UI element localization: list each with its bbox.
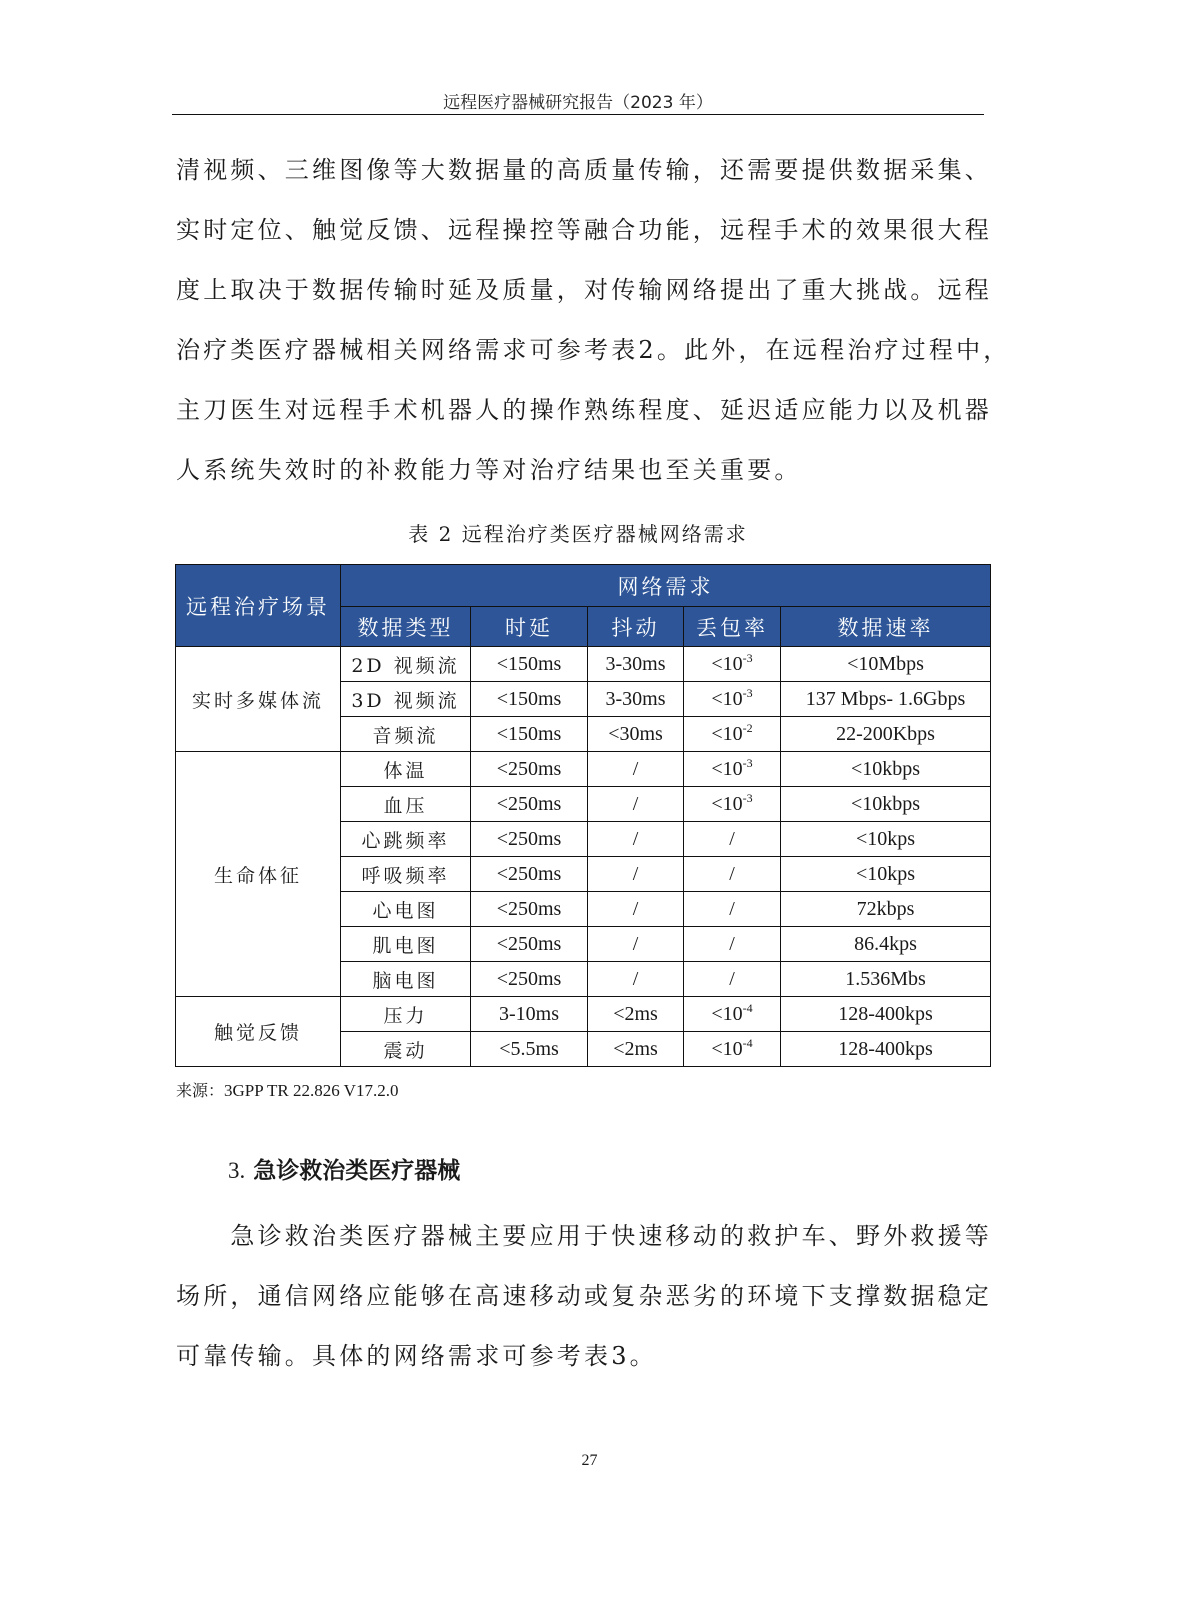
paragraph-line: 清视频、三维图像等大数据量的高质量传输，还需要提供数据采集、 bbox=[176, 156, 992, 184]
packet-loss-base: / bbox=[729, 967, 735, 990]
packet-loss-cell bbox=[684, 857, 781, 892]
data-rate-cell: 128-400kps bbox=[781, 997, 991, 1032]
data-rate-cell: 22-200Kbps bbox=[781, 717, 991, 752]
data-rate-cell: <10Mbps bbox=[781, 647, 991, 682]
packet-loss-base: <10 bbox=[711, 722, 743, 745]
packet-loss-exponent: -3 bbox=[742, 650, 753, 665]
data-type-cell: 脑电图 bbox=[341, 962, 471, 997]
packet-loss-cell bbox=[684, 647, 781, 682]
header-network-group: 网络需求 bbox=[341, 565, 991, 607]
packet-loss-cell bbox=[684, 717, 781, 752]
jitter-cell: / bbox=[588, 927, 684, 962]
packet-loss-exponent: -2 bbox=[742, 720, 753, 735]
data-rate-cell: <10kps bbox=[781, 822, 991, 857]
data-rate-cell: 72kbps bbox=[781, 892, 991, 927]
packet-loss-base: <10 bbox=[711, 792, 743, 815]
network-requirements-table bbox=[175, 564, 991, 1067]
data-type-cell: 压力 bbox=[341, 997, 471, 1032]
paragraph-line: 度上取决于数据传输时延及质量，对传输网络提出了重大挑战。远程 bbox=[176, 276, 992, 304]
packet-loss-base: <10 bbox=[711, 687, 743, 710]
packet-loss-exponent: -3 bbox=[742, 685, 753, 700]
section-number: 3. bbox=[228, 1158, 246, 1183]
data-type-cell: 肌电图 bbox=[341, 927, 471, 962]
data-type-cell: 3D 视频流 bbox=[341, 682, 471, 717]
latency-cell: <250ms bbox=[471, 892, 588, 927]
data-rate-cell: 1.536Mbs bbox=[781, 962, 991, 997]
latency-cell: <250ms bbox=[471, 962, 588, 997]
latency-cell: <5.5ms bbox=[471, 1032, 588, 1067]
latency-cell: <250ms bbox=[471, 752, 588, 787]
section-title: 急诊救治类医疗器械 bbox=[253, 1158, 461, 1184]
scene-cell: 生命体征 bbox=[176, 752, 341, 997]
latency-cell: <250ms bbox=[471, 927, 588, 962]
paragraph-line: 实时定位、触觉反馈、远程操控等融合功能，远程手术的效果很大程 bbox=[176, 216, 992, 244]
paragraph-line: 治疗类医疗器械相关网络需求可参考表2。此外，在远程治疗过程中， bbox=[176, 336, 1011, 364]
table-row bbox=[176, 997, 991, 1032]
packet-loss-base: / bbox=[729, 932, 735, 955]
latency-cell: 3-10ms bbox=[471, 997, 588, 1032]
intro-paragraph bbox=[176, 140, 1011, 500]
table-body bbox=[176, 647, 991, 1067]
page-number: 27 bbox=[581, 1452, 598, 1469]
table-row bbox=[176, 647, 991, 682]
data-rate-cell: 86.4kps bbox=[781, 927, 991, 962]
paragraph-line: 急诊救治类医疗器械主要应用于快速移动的救护车、野外救援等 bbox=[176, 1222, 992, 1250]
packet-loss-cell bbox=[684, 787, 781, 822]
paragraph-line: 人系统失效时的补救能力等对治疗结果也至关重要。 bbox=[176, 456, 802, 484]
packet-loss-cell bbox=[684, 927, 781, 962]
data-type-cell: 震动 bbox=[341, 1032, 471, 1067]
section-heading bbox=[228, 1152, 460, 1185]
packet-loss-exponent: -4 bbox=[742, 1035, 753, 1050]
packet-loss-cell bbox=[684, 822, 781, 857]
jitter-cell: <30ms bbox=[588, 717, 684, 752]
paragraph-line: 场所，通信网络应能够在高速移动或复杂恶劣的环境下支撑数据稳定 bbox=[176, 1282, 992, 1310]
scene-cell: 触觉反馈 bbox=[176, 997, 341, 1067]
scene-cell: 实时多媒体流 bbox=[176, 647, 341, 752]
jitter-cell: / bbox=[588, 892, 684, 927]
header-jitter: 抖动 bbox=[588, 607, 684, 647]
data-type-cell: 音频流 bbox=[341, 717, 471, 752]
paragraph-line: 主刀医生对远程手术机器人的操作熟练程度、延迟适应能力以及机器 bbox=[176, 396, 992, 424]
header-scene: 远程治疗场景 bbox=[176, 565, 341, 647]
packet-loss-exponent: -4 bbox=[742, 1000, 753, 1015]
latency-cell: <250ms bbox=[471, 787, 588, 822]
packet-loss-cell bbox=[684, 997, 781, 1032]
jitter-cell: / bbox=[588, 822, 684, 857]
data-type-cell: 体温 bbox=[341, 752, 471, 787]
header-latency: 时延 bbox=[471, 607, 588, 647]
packet-loss-base: <10 bbox=[711, 757, 743, 780]
data-rate-cell: 128-400kps bbox=[781, 1032, 991, 1067]
jitter-cell: / bbox=[588, 857, 684, 892]
packet-loss-cell bbox=[684, 892, 781, 927]
header-data-rate: 数据速率 bbox=[781, 607, 991, 647]
packet-loss-base: / bbox=[729, 827, 735, 850]
data-type-cell: 血压 bbox=[341, 787, 471, 822]
source-label: 来源： bbox=[176, 1081, 225, 1100]
header-data-type: 数据类型 bbox=[341, 607, 471, 647]
table-row bbox=[176, 752, 991, 787]
latency-cell: <150ms bbox=[471, 682, 588, 717]
jitter-cell: 3-30ms bbox=[588, 682, 684, 717]
jitter-cell: / bbox=[588, 787, 684, 822]
source-value: 3GPP TR 22.826 V17.2.0 bbox=[224, 1081, 399, 1100]
latency-cell: <150ms bbox=[471, 717, 588, 752]
latency-cell: <250ms bbox=[471, 822, 588, 857]
header-rule bbox=[172, 114, 984, 115]
table-caption: 表 2 远程治疗类医疗器械网络需求 bbox=[408, 522, 748, 546]
packet-loss-cell bbox=[684, 1032, 781, 1067]
packet-loss-base: <10 bbox=[711, 1037, 743, 1060]
packet-loss-exponent: -3 bbox=[742, 790, 753, 805]
running-header-title: 远程医疗器械研究报告（2023 年） bbox=[443, 93, 713, 113]
packet-loss-base: <10 bbox=[711, 652, 743, 675]
latency-cell: <250ms bbox=[471, 857, 588, 892]
packet-loss-exponent: -3 bbox=[742, 755, 753, 770]
latency-cell: <150ms bbox=[471, 647, 588, 682]
jitter-cell: 3-30ms bbox=[588, 647, 684, 682]
jitter-cell: / bbox=[588, 962, 684, 997]
packet-loss-cell bbox=[684, 682, 781, 717]
jitter-cell: / bbox=[588, 752, 684, 787]
data-rate-cell: <10kbps bbox=[781, 787, 991, 822]
data-rate-cell: <10kbps bbox=[781, 752, 991, 787]
jitter-cell: <2ms bbox=[588, 1032, 684, 1067]
data-rate-cell: 137 Mbps- 1.6Gbps bbox=[781, 682, 991, 717]
packet-loss-cell bbox=[684, 962, 781, 997]
paragraph-line: 可靠传输。具体的网络需求可参考表3。 bbox=[176, 1342, 657, 1370]
data-type-cell: 呼吸频率 bbox=[341, 857, 471, 892]
data-rate-cell: <10kps bbox=[781, 857, 991, 892]
jitter-cell: <2ms bbox=[588, 997, 684, 1032]
section-paragraph bbox=[176, 1206, 992, 1386]
header-packet-loss: 丢包率 bbox=[684, 607, 781, 647]
packet-loss-base: <10 bbox=[711, 1002, 743, 1025]
table-source bbox=[176, 1078, 398, 1101]
data-type-cell: 心电图 bbox=[341, 892, 471, 927]
data-type-cell: 心跳频率 bbox=[341, 822, 471, 857]
packet-loss-cell bbox=[684, 752, 781, 787]
data-type-cell: 2D 视频流 bbox=[341, 647, 471, 682]
packet-loss-base: / bbox=[729, 862, 735, 885]
packet-loss-base: / bbox=[729, 897, 735, 920]
